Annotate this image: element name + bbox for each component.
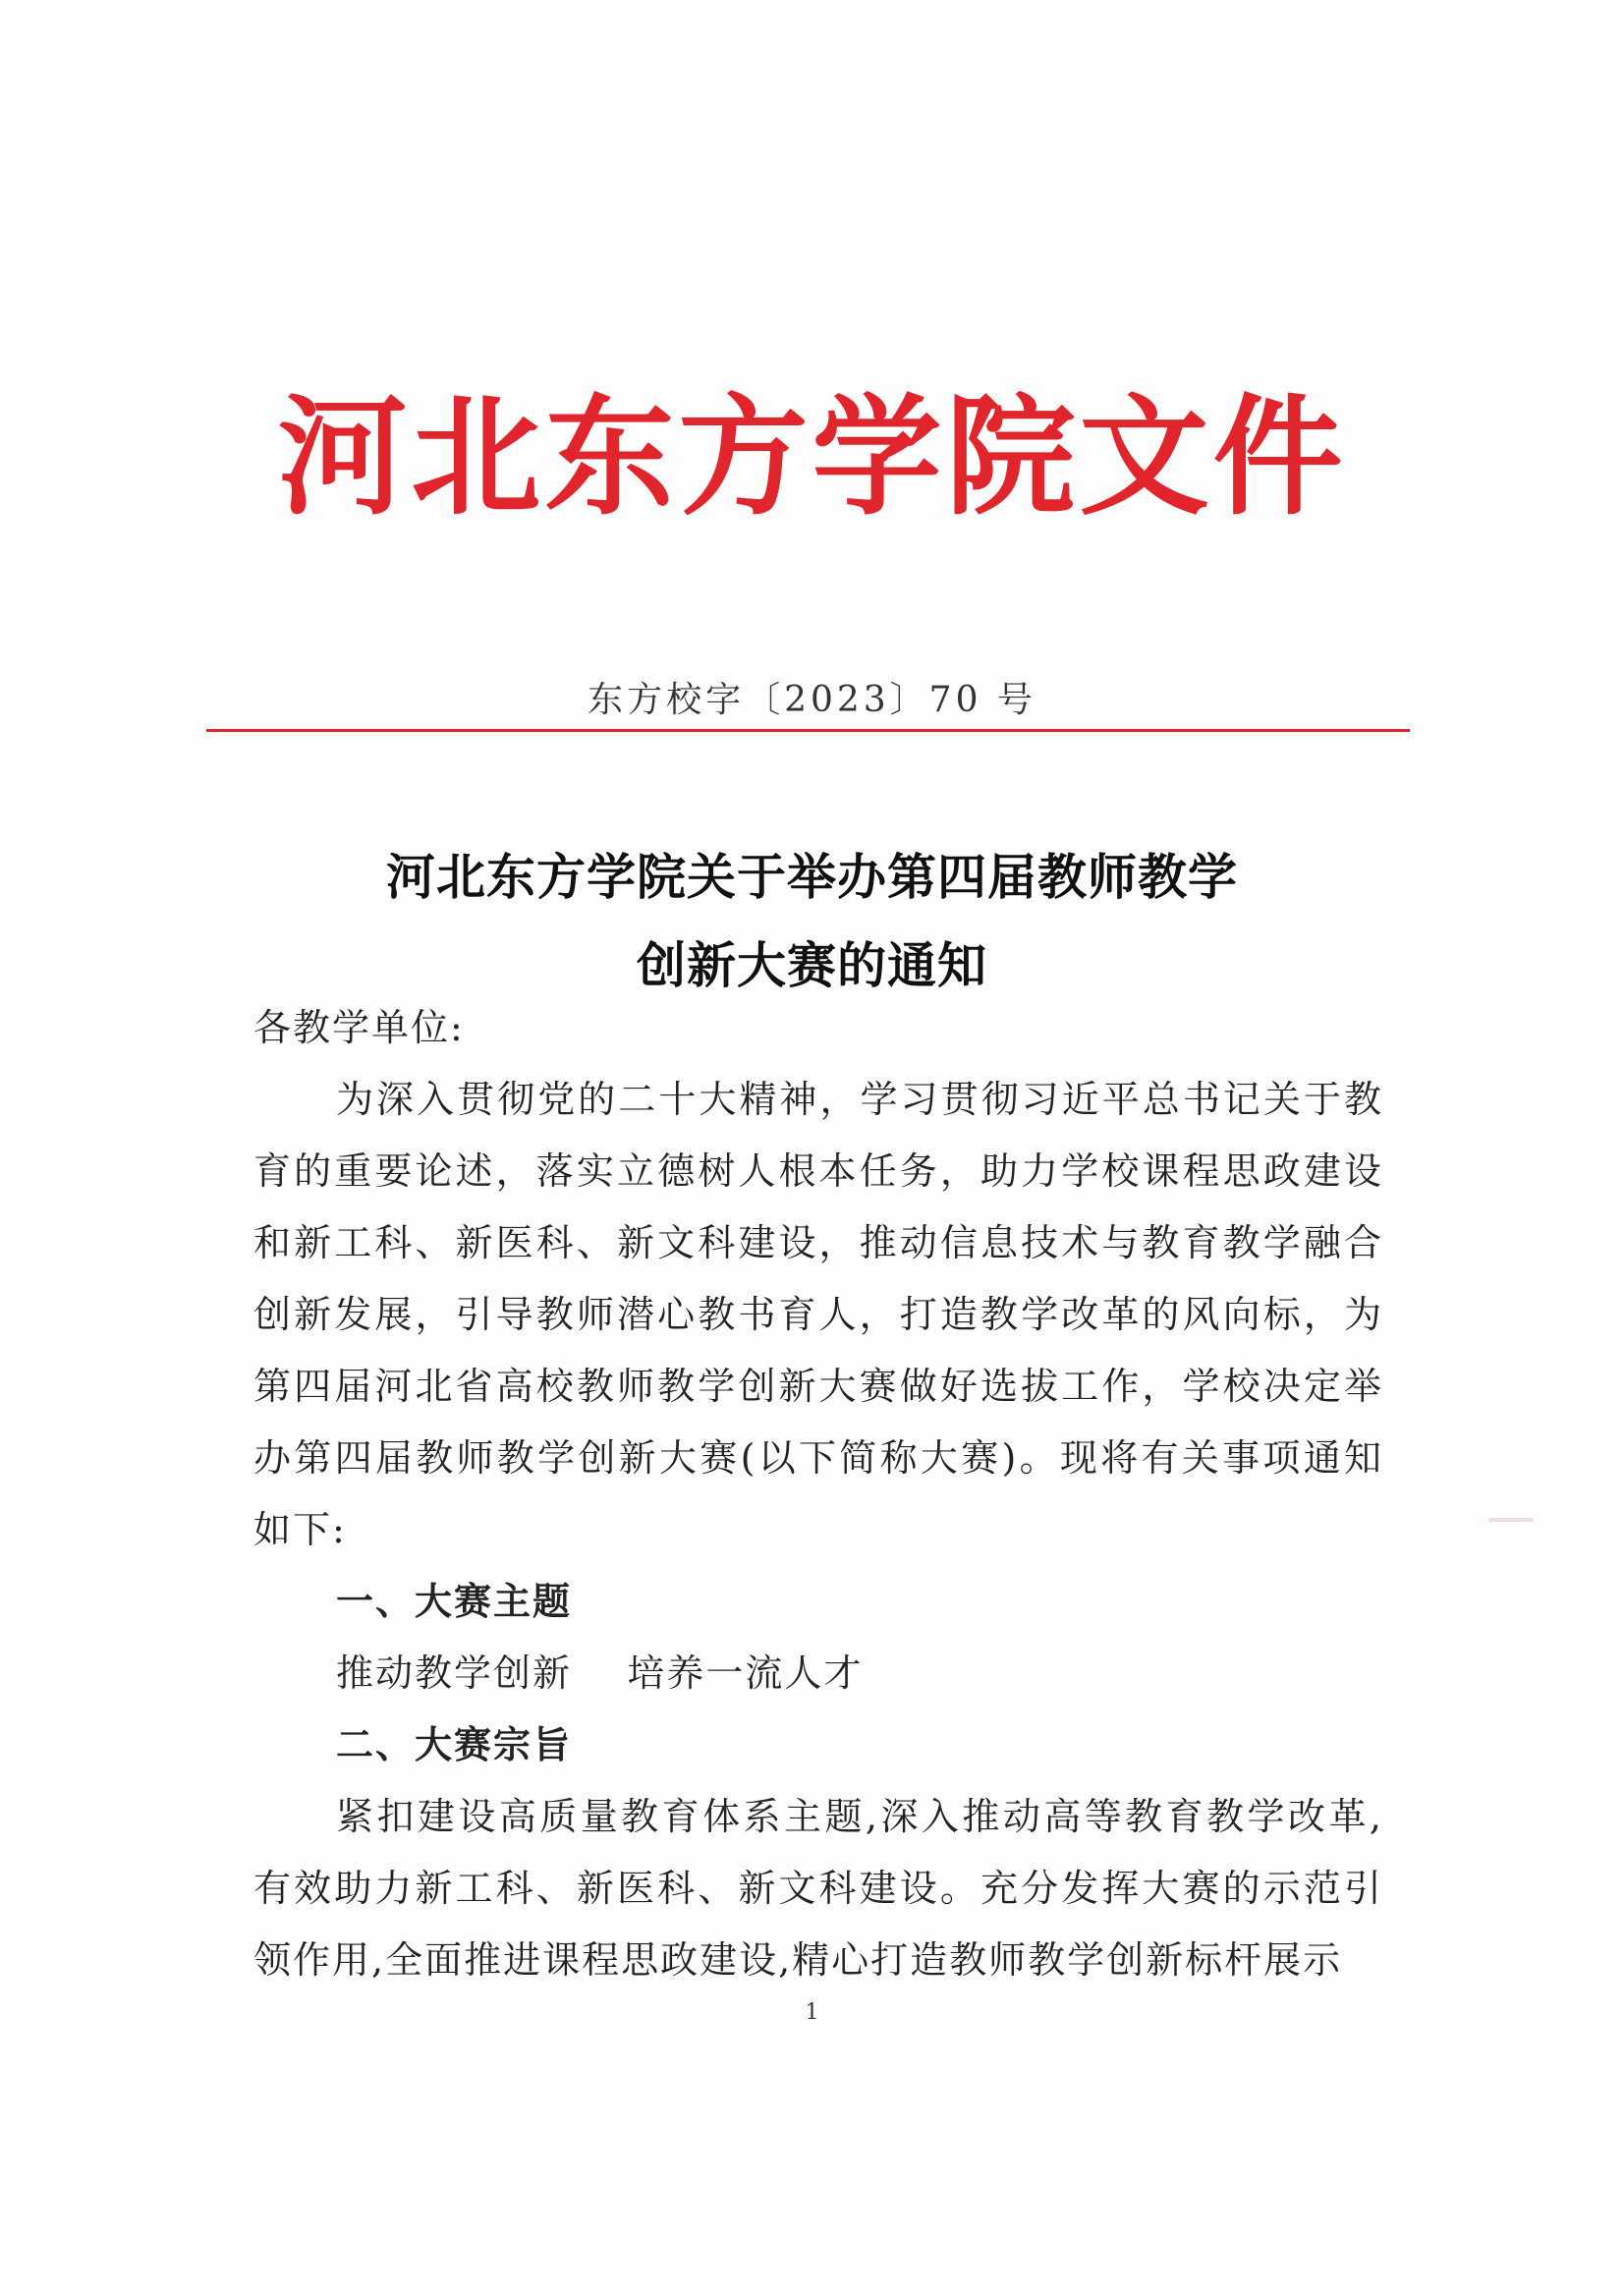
red-divider-line [206, 729, 1410, 732]
scan-speck [1488, 1518, 1534, 1522]
notice-title [0, 833, 1624, 1010]
salutation: 各教学单位: [253, 1006, 465, 1049]
section-theme-content: 推动教学创新 培养一流人才 [336, 1651, 864, 1695]
document-number: 东方校字〔2023〕70 号 [588, 680, 1036, 720]
intro-paragraph: 为深入贯彻党的二十大精神，学习贯彻习近平总书记关于教育的重要论述，落实立德树人根本任务，助力学校课程思政建设和新工科、新医科、新文科建设，推动信息技术与教育教学融合创新发展，引导教师潜心教书育人，打造教学改革的风向标，为第四届河北省高校教师教学创新大赛做好选拔工作，学校决定举办第四届教师教学创新大赛(以下简称大赛)。现将有关事项通知如下: [253, 1078, 1383, 1551]
notice-body [253, 992, 1383, 1996]
section-heading-theme: 一、大赛主题 [336, 1580, 573, 1623]
page-number: 1 [805, 2000, 819, 2025]
notice-title-line-1: 河北东方学院关于举办第四届教师教学 [386, 849, 1238, 906]
masthead-title: 河北东方学院文件 [277, 381, 1347, 533]
section-heading-purpose: 二、大赛宗旨 [336, 1723, 573, 1766]
section-purpose-content: 紧扣建设高质量教育体系主题,深入推动高等教育教学改革,有效助力新工科、新医科、新文科建设。充分发挥大赛的示范引领作用,全面推进课程思政建设,精心打造教师教学创新标杆展示 [253, 1795, 1383, 1982]
notice-title-line-2: 创新大赛的通知 [637, 937, 987, 994]
